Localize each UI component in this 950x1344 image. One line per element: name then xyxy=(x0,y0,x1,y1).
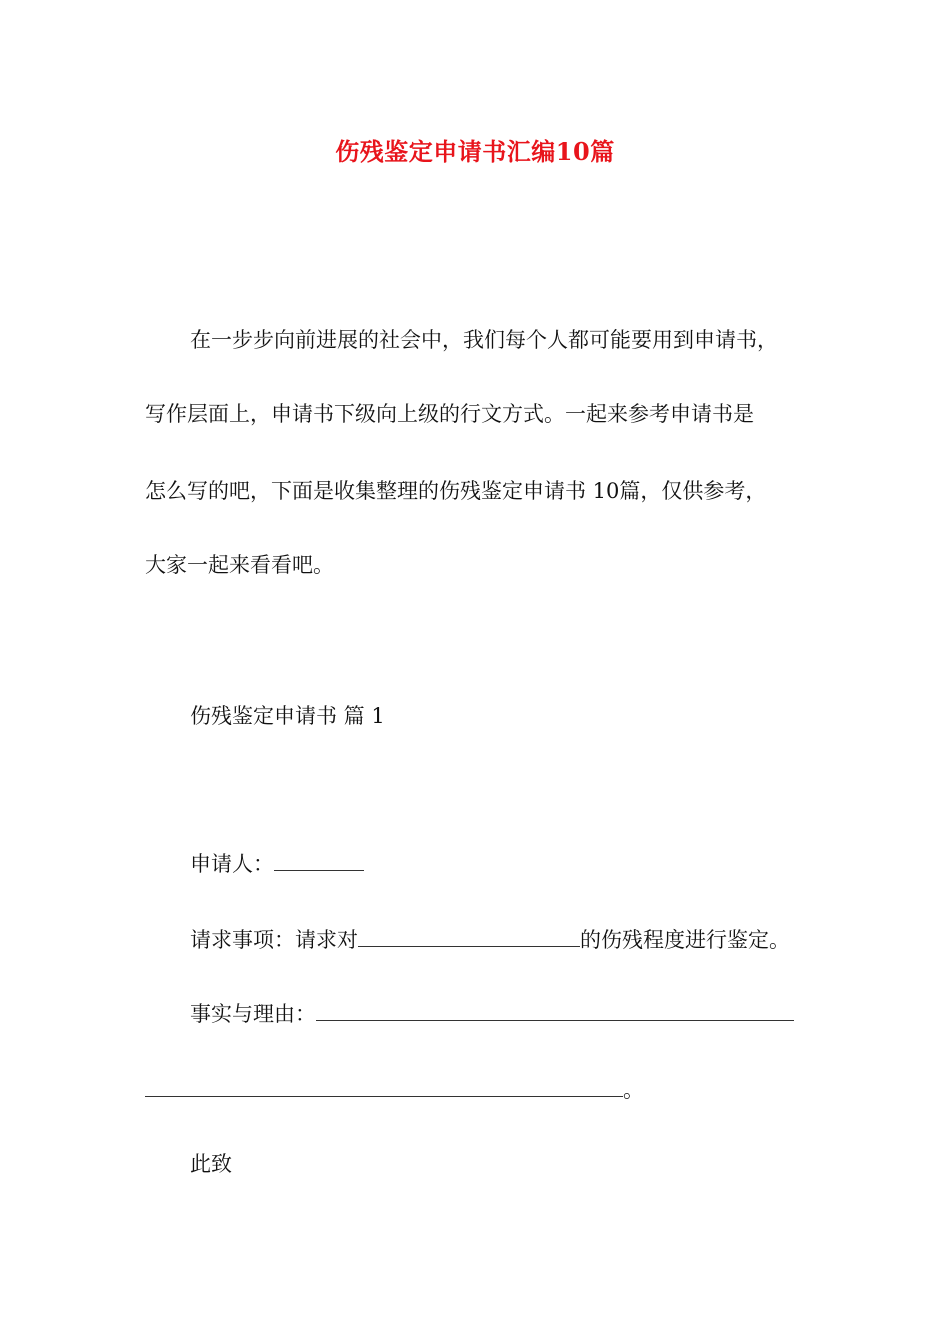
request-label: 请求事项：请求对 xyxy=(190,928,358,952)
document-title: 伤残鉴定申请书汇编10篇 xyxy=(335,137,615,166)
closing-text: 此致 xyxy=(190,1152,232,1176)
request-row xyxy=(190,926,790,954)
section-heading: 伤残鉴定申请书 篇 1 xyxy=(190,704,385,728)
intro-line-3: 怎么写的吧，下面是收集整理的伤残鉴定申请书 10篇，仅供参考， xyxy=(145,479,767,503)
applicant-row xyxy=(190,850,364,878)
intro-line-1: 在一步步向前进展的社会中，我们每个人都可能要用到申请书， xyxy=(190,328,778,352)
intro-line-2: 写作层面上，申请书下级向上级的行文方式。一起来参考申请书是 xyxy=(145,402,754,426)
applicant-label: 申请人： xyxy=(190,852,274,876)
facts-row xyxy=(190,1000,794,1028)
facts-blank-1 xyxy=(316,1000,794,1021)
facts-continuation-row xyxy=(145,1076,644,1104)
request-suffix: 的伤残程度进行鉴定。 xyxy=(580,928,790,952)
applicant-blank xyxy=(274,850,364,871)
facts-end: 。 xyxy=(623,1078,644,1102)
request-blank xyxy=(358,926,580,947)
intro-line-4: 大家一起来看看吧。 xyxy=(145,553,334,577)
facts-label: 事实与理由： xyxy=(190,1002,316,1026)
facts-blank-2 xyxy=(145,1076,623,1097)
